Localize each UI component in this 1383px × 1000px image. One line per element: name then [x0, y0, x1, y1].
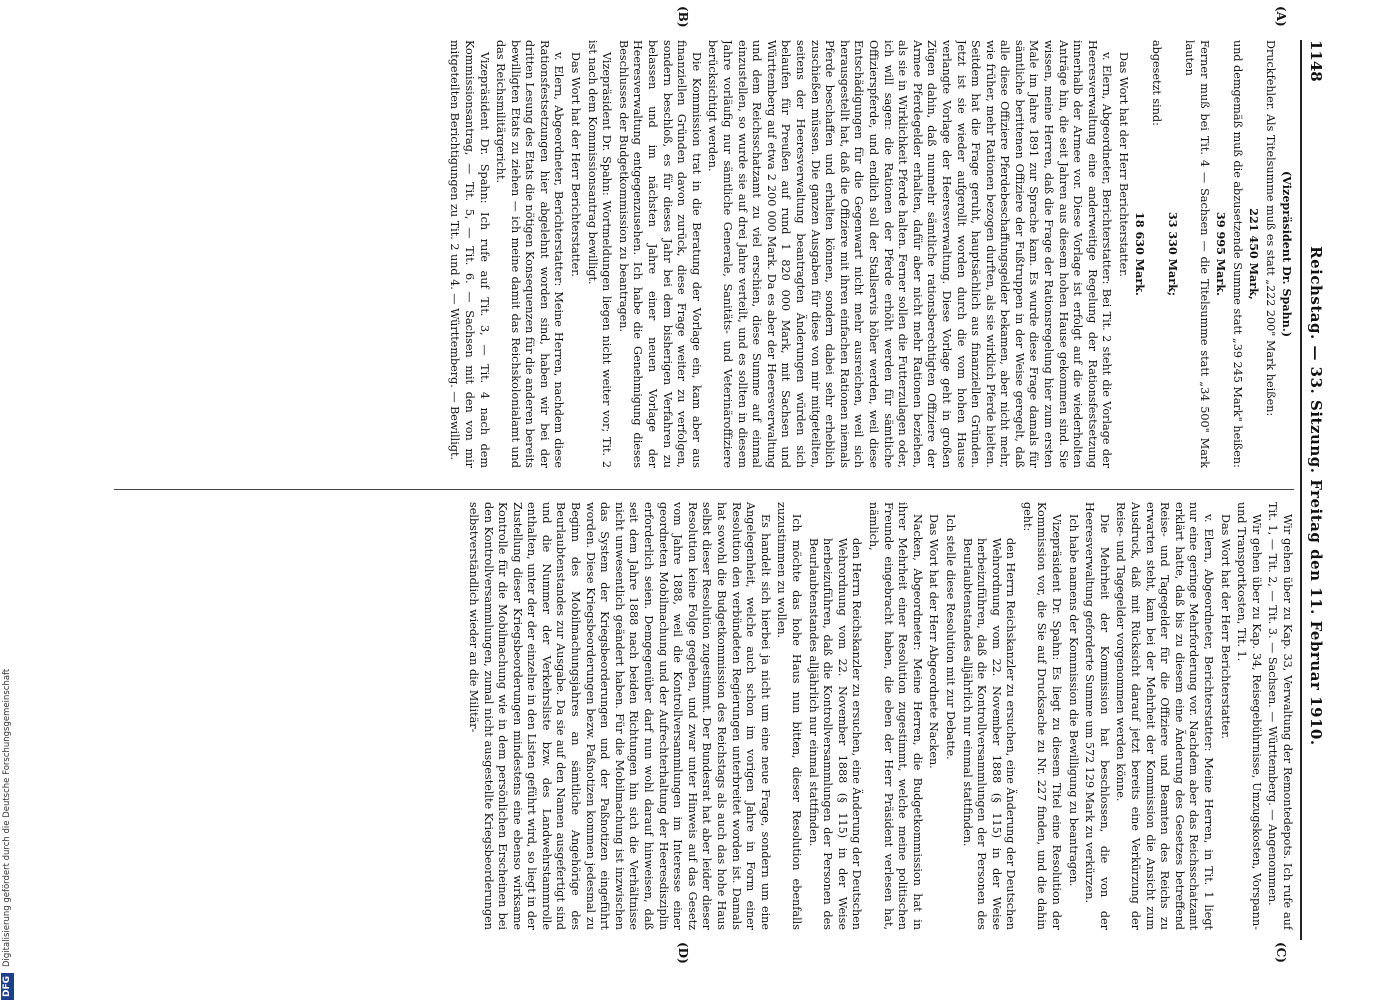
- right-column: [104, 502, 1294, 930]
- paragraph: Nacken, Abgeordneter: Meine Herren, die Budgetkommission hat in ihrer Mehrheit einer Resolution zugestimmt, welche meine politischen Freunde eingebracht haben, die eben der Herr Präsident verlesen hat, nämlich,: [866, 502, 924, 930]
- margin-mark-d: (D): [676, 942, 690, 964]
- page-number: 1148: [1307, 40, 1325, 82]
- paragraph: Die Mehrheit der Kommission hat beschlossen, die von der Heeresverwaltung geforderte Summe um 572 129 Mark zu verkürzen.: [1083, 502, 1111, 930]
- column-divider: [114, 489, 1294, 490]
- paragraph: den Herrn Reichskanzler zu ersuchen, eine Änderung der Deutschen Wehrordnung vom 22. November 1888 (§ 115) in der Weise herbeizuführen, daß die Kontrollversammlungen der Personen des Beurlaubtenstandes alljährlich nur einmal stattfinden.: [960, 538, 1018, 930]
- rotated-page: [70, 6, 1330, 964]
- paragraph: den Herrn Reichskanzler zu ersuchen, eine Änderung der Deutschen Wehrordnung vom 22. November 1888 (§ 115) in der Weise herbeizuführen, daß die Kontrollversammlungen der Personen des Beurlaubtenstandes alljährlich nur einmal stattfinden.: [806, 538, 864, 930]
- margin-mark-a: (A): [1274, 6, 1288, 27]
- page-header: [1300, 40, 1330, 940]
- paragraph: Das Wort hat der Herr Berichterstatter.: [1117, 52, 1131, 277]
- margin-mark-b: (B): [676, 6, 690, 28]
- paragraph: und demgemäß muß die abzusetzende Summe statt „39 245 Mark" heißen:: [1231, 40, 1245, 468]
- paragraph: 39 995 Mark.: [1213, 212, 1228, 296]
- left-column: [104, 40, 1294, 468]
- paragraph: Ich möchte das hohe Haus nun bitten, dieser Resolution ebenfalls zuzustimmen zu wollen.: [775, 502, 803, 930]
- dfg-logo: DFG: [1, 973, 14, 1000]
- paragraph: Wir gehen über zu Kap. 33, Verwaltung der Remontedepots. Ich rufe auf Tit. 1, — Tit. 2, — Tit. 3. — Sachsen. — Württemberg. — Angenommen.: [1266, 502, 1294, 930]
- paragraph: Ich stelle diese Resolution mit zur Debatte.: [943, 514, 957, 760]
- paragraph: Das Wort hat der Herr Abgeordnete Nacken.: [927, 514, 941, 769]
- paragraph: (Vizepräsident Dr. Spahn.): [1280, 170, 1294, 338]
- margin-mark-c: (C): [1274, 942, 1288, 963]
- paragraph: v. Elern, Abgeordneter, Berichterstatter: Bei Tit. 2 steht die Vorlage der Heeresverwaltung eine anderweitige Regelung der Rationsfestsetzung innerhalb der Armee vor. Diese Vorlage ist erfolgt auf die wiederholten Anträge hin, die seit Jahren aus diesem hohen Hause gekommen sind. Sie wissen, meine Herren, daß die Frage der Rationsregelung hier zum ersten Male im Jahre 1891 zur Sprache kam. Es wurde diese Frage damals für sämtliche berittenen Offiziere der Fußtruppen in der Weise geregelt, daß alle diese Offiziere Pferdebeschaffungsgelder bekamen, aber nicht mehr, wie früher, mehr Rationen bezogen durften, als sie wirklich Pferde hielten. Seitdem hat die Frage geruht, hauptsächlich aus finanziellen Gründen. Jetzt ist sie wieder aufgerollt worden durch die vom hohen Hause verlangte Vorlage der Heeresverwaltung. Diese Vorlage geht in großen Zügen dahin, daß nunmehr sämtliche rationsberechtigten Offiziere der Armee Pferdegelder erhalten, dafür aber nicht mehr Rationen beziehen, als sie in Wirklichkeit Pferde halten. Ferner sollen die Futterzulagen oder, ich will sagen: die Rationen der Pferde erhöht werden für sämtliche Offizierspferde, und endlich soll der Stallservis höher werden, weil diese Entschädigungen für die Gegenwart nicht mehr ausreichen, weil sich herausgestellt hat, daß die Offiziere mit ihren einfachen Rationen niemals Pferde beschaffen und erhalten können, sondern dabei sehr erheblich zuschießen müssen. Die ganzen Ausgaben für diese von mir mitgeteilten, seitens der Heeresverwaltung beantragten Änderungen würden sich belaufen für Preußen auf rund 1 820 000 Mark, mit Sachsen und Württemberg auf etwa 2 200 000 Mark. Da es aber der Heeresverwaltung und dem Reichsschatzamt zu viel erschien, diese Summe auf einmal einzustellen, so wurde sie auf drei Jahre verteilt, und es sollten in diesem Jahre vorläufig nur sämtliche Generale, Sanitäts- und Veterinäroffiziere berücksichtigt werden.: [706, 40, 1114, 468]
- paragraph: Vizepräsident Dr. Spahn: Es liegt zu diesem Titel eine Resolution der Kommission vor, die Sie auf Drucksache zu Nr. 227 finden, und die dahin geht:: [1020, 502, 1064, 930]
- page-title: Reichstag. — 33. Sitzung. Freitag den 11. Februar 1910.: [1307, 246, 1325, 746]
- paragraph: Die Kommission trat in die Beratung der Vorlage ein, kam aber aus finanziellen Gründen davon zurück, diese Frage weiter zu verfolgen, sondern beschloß, es für dieses Jahr bei dem bisherigen Verfahren zu belassen und im nächsten Jahre einer neuen Vorlage der Heeresverwaltung entgegenzusehen. Ich habe die Genehmigung dieses Beschlusses der Budgetkommission zu beantragen.: [616, 40, 703, 468]
- paragraph: Wir gehen über zu Kap. 34, Reisegebührnisse, Umzugskosten, Vorspann- und Transportkosten, Tit. 1.: [1235, 502, 1263, 930]
- paragraph: Das Wort hat der Herr Berichterstatter.: [569, 52, 583, 277]
- paragraph: Druckfehler. Als Titelsumme muß es statt „222 200" Mark heißen:: [1264, 40, 1278, 417]
- paragraph: 33 330 Mark;: [1165, 211, 1180, 297]
- paragraph: abgesetzt sind:: [1150, 40, 1164, 126]
- paragraph: v. Elern, Abgeordneter, Berichterstatter: Meine Herren, nachdem diese Rationsfestsetzungen hier abgelehnt worden sind, haben wir bei der dritten Lesung des Etats die nötigen Konsequenzen für die anderen bereits bewilligten Etats zu ziehen — ich meine damit das Reichskolonialamt und das Reichsmilitärgericht.: [494, 40, 566, 468]
- paragraph: Das Wort hat der Herr Berichterstatter.: [1218, 514, 1232, 739]
- paragraph: v. Elern, Abgeordneter, Berichterstatter: Meine Herren, in Tit. 1 liegt nur eine geringe Mehrforderung vor. Nachdem aber das Reichsschatzamt erklärt hatte, daß bis zu diesem eine Änderung des Gesetzes betreffend Reise- und Tagegelder für die Offiziere und Beamten des Reichs zu erwarten steht, kam bei der Mehrheit der Kommission die Ansicht zum Ausdruck, daß mit Rücksicht darauf jetzt bereits eine Verkürzung der Reise- und Tagegelder vorgenommen werden könne.: [1114, 502, 1216, 930]
- paragraph: Ferner muß bei Tit. 4 — Sachsen — die Titelsumme statt „34 500" Mark lauten: [1183, 40, 1212, 468]
- paragraph: Vizepräsident Dr. Spahn: Ich rufe auf Tit. 3, — Tit. 4 nach dem Kommissionsantrag, — Tit. 5, — Tit. 6. — Sachsen mit den von mir mitgeteilten Berichtigungen zu Tit. 2 und 4. — Württemberg. — Bewilligt.: [448, 40, 491, 468]
- paragraph: 18 630 Mark.: [1132, 212, 1147, 296]
- digitization-credit: [0, 10, 14, 1000]
- paragraph: Vizepräsident Dr. Spahn: Wortmeldungen liegen nicht weiter vor; Tit. 2 ist nach dem Kommissionsantrag bewilligt.: [585, 40, 614, 468]
- paragraph: 221 450 Mark,: [1246, 208, 1261, 300]
- credit-text: Digitalisierung gefördert durch die Deutsche Forschungsgemeinschaft: [2, 668, 12, 967]
- paragraph: Ich habe namens der Kommission die Bewilligung zu beantragen.: [1066, 514, 1080, 887]
- paragraph: Es handelt sich hierbei ja nicht um eine neue Frage, sondern um eine Angelegenheit, welche auch schon im vorigen Jahre in Form einer Resolution den verbündeten Regierungen unterbreitet worden ist. Damals hat sowohl die Budgetkommission des Reichstags als auch das hohe Haus selbst dieser Resolution zugestimmt. Der Bundesrat hat aber leider dieser Resolution keine Folge gegeben, und zwar unter Hinweis auf das Gesetz vom Jahre 1888, weil die Kontrollversammlungen im Interesse einer geordneten Mobilmachung und der Aufrechterhaltung der Heeresdisziplin erforderlich seien. Demgegenüber darf nun wohl darauf hinweisen, daß seit dem Jahre 1888 nach beiden Richtungen hin sich die Verhältnisse nicht unwesentlich geändert haben. Für die Mobilmachung ist inzwischen das System der Kriegsbeorderungen und der Paßnotizen eingeführt worden. Diese Kriegsbeorderungen bezw. Paßnotizen kommen jedesmal zu Beginn des Mobilmachungsjahres an sämtliche Angehörige des Beurlaubtenstandes zur Ausgabe. Da sie auf den Namen ausgefertigt sind und die Nummer der Verkehrsliste bzw. des Landwehrstammrolle enthalten, unter der der einzelne in den Listen geführt wird, so liegt in der Zustellung dieser Kriegsbeorderungen mindestens eine ebenso wirksame Kontrolle für die Mobilmachung wie in dem persönlichen Erscheinen bei den Kontrollversammlungen, zumal nicht ausgestellte Kriegsbeorderungen selbstverständlich wieder an die Militär-: [466, 502, 772, 930]
